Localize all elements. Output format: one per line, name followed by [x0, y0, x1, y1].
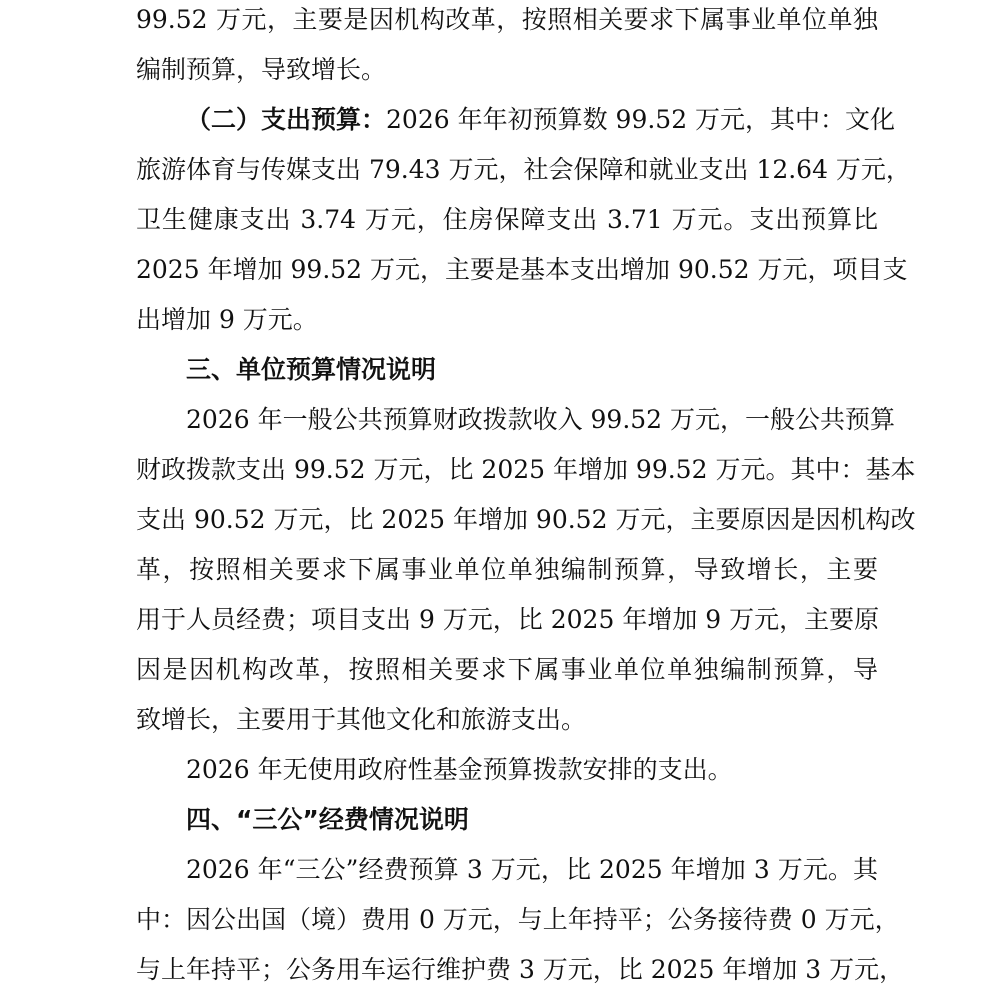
paragraph-line: 旅游体育与传媒支出 79.43 万元，社会保障和就业支出 12.64 万元， [136, 155, 911, 184]
paragraph-text: 2026 年年初预算数 99.52 万元，其中：文化 [386, 105, 896, 134]
paragraph-line: 出增加 9 万元。 [136, 305, 318, 334]
paragraph-line: 2026 年一般公共预算财政拨款收入 99.52 万元，一般公共预算 [186, 405, 896, 434]
section-heading: 四、“三公”经费情况说明 [186, 805, 469, 834]
paragraph-line: 2026 年“三公”经费预算 3 万元，比 2025 年增加 3 万元。其 [186, 855, 878, 884]
paragraph-line: 与上年持平；公务用车运行维护费 3 万元，比 2025 年增加 3 万元， [136, 955, 905, 984]
paragraph-line: 用于人员经费；项目支出 9 万元，比 2025 年增加 9 万元，主要原 [136, 605, 880, 634]
paragraph-line: 编制预算，导致增长。 [136, 55, 387, 84]
paragraph-line: 卫生健康支出 3.74 万元，住房保障支出 3.71 万元。支出预算比 [136, 205, 878, 234]
paragraph-line: 2025 年增加 99.52 万元，主要是基本支出增加 90.52 万元，项目支 [136, 255, 908, 284]
paragraph-line: 支出 90.52 万元，比 2025 年增加 90.52 万元，主要原因是因机构改 [136, 505, 916, 534]
paragraph-line: 2026 年无使用政府性基金预算拨款安排的支出。 [186, 755, 733, 784]
section-heading: 三、单位预算情况说明 [186, 355, 437, 384]
paragraph-line: 99.52 万元，主要是因机构改革，按照相关要求下属事业单位单独 [136, 5, 878, 34]
paragraph-line: 革，按照相关要求下属事业单位单独编制预算，导致增长，主要 [136, 555, 878, 584]
paragraph-line: 致增长，主要用于其他文化和旅游支出。 [136, 705, 587, 734]
paragraph-line: 中：因公出国（境）费用 0 万元，与上年持平；公务接待费 0 万元， [136, 905, 900, 934]
paragraph-line: 财政拨款支出 99.52 万元，比 2025 年增加 99.52 万元。其中：基本 [136, 455, 916, 484]
subheading-label: （二）支出预算： [186, 105, 387, 134]
paragraph-line [136, 102, 896, 138]
paragraph-line: 因是因机构改革，按照相关要求下属事业单位单独编制预算，导 [136, 655, 878, 684]
